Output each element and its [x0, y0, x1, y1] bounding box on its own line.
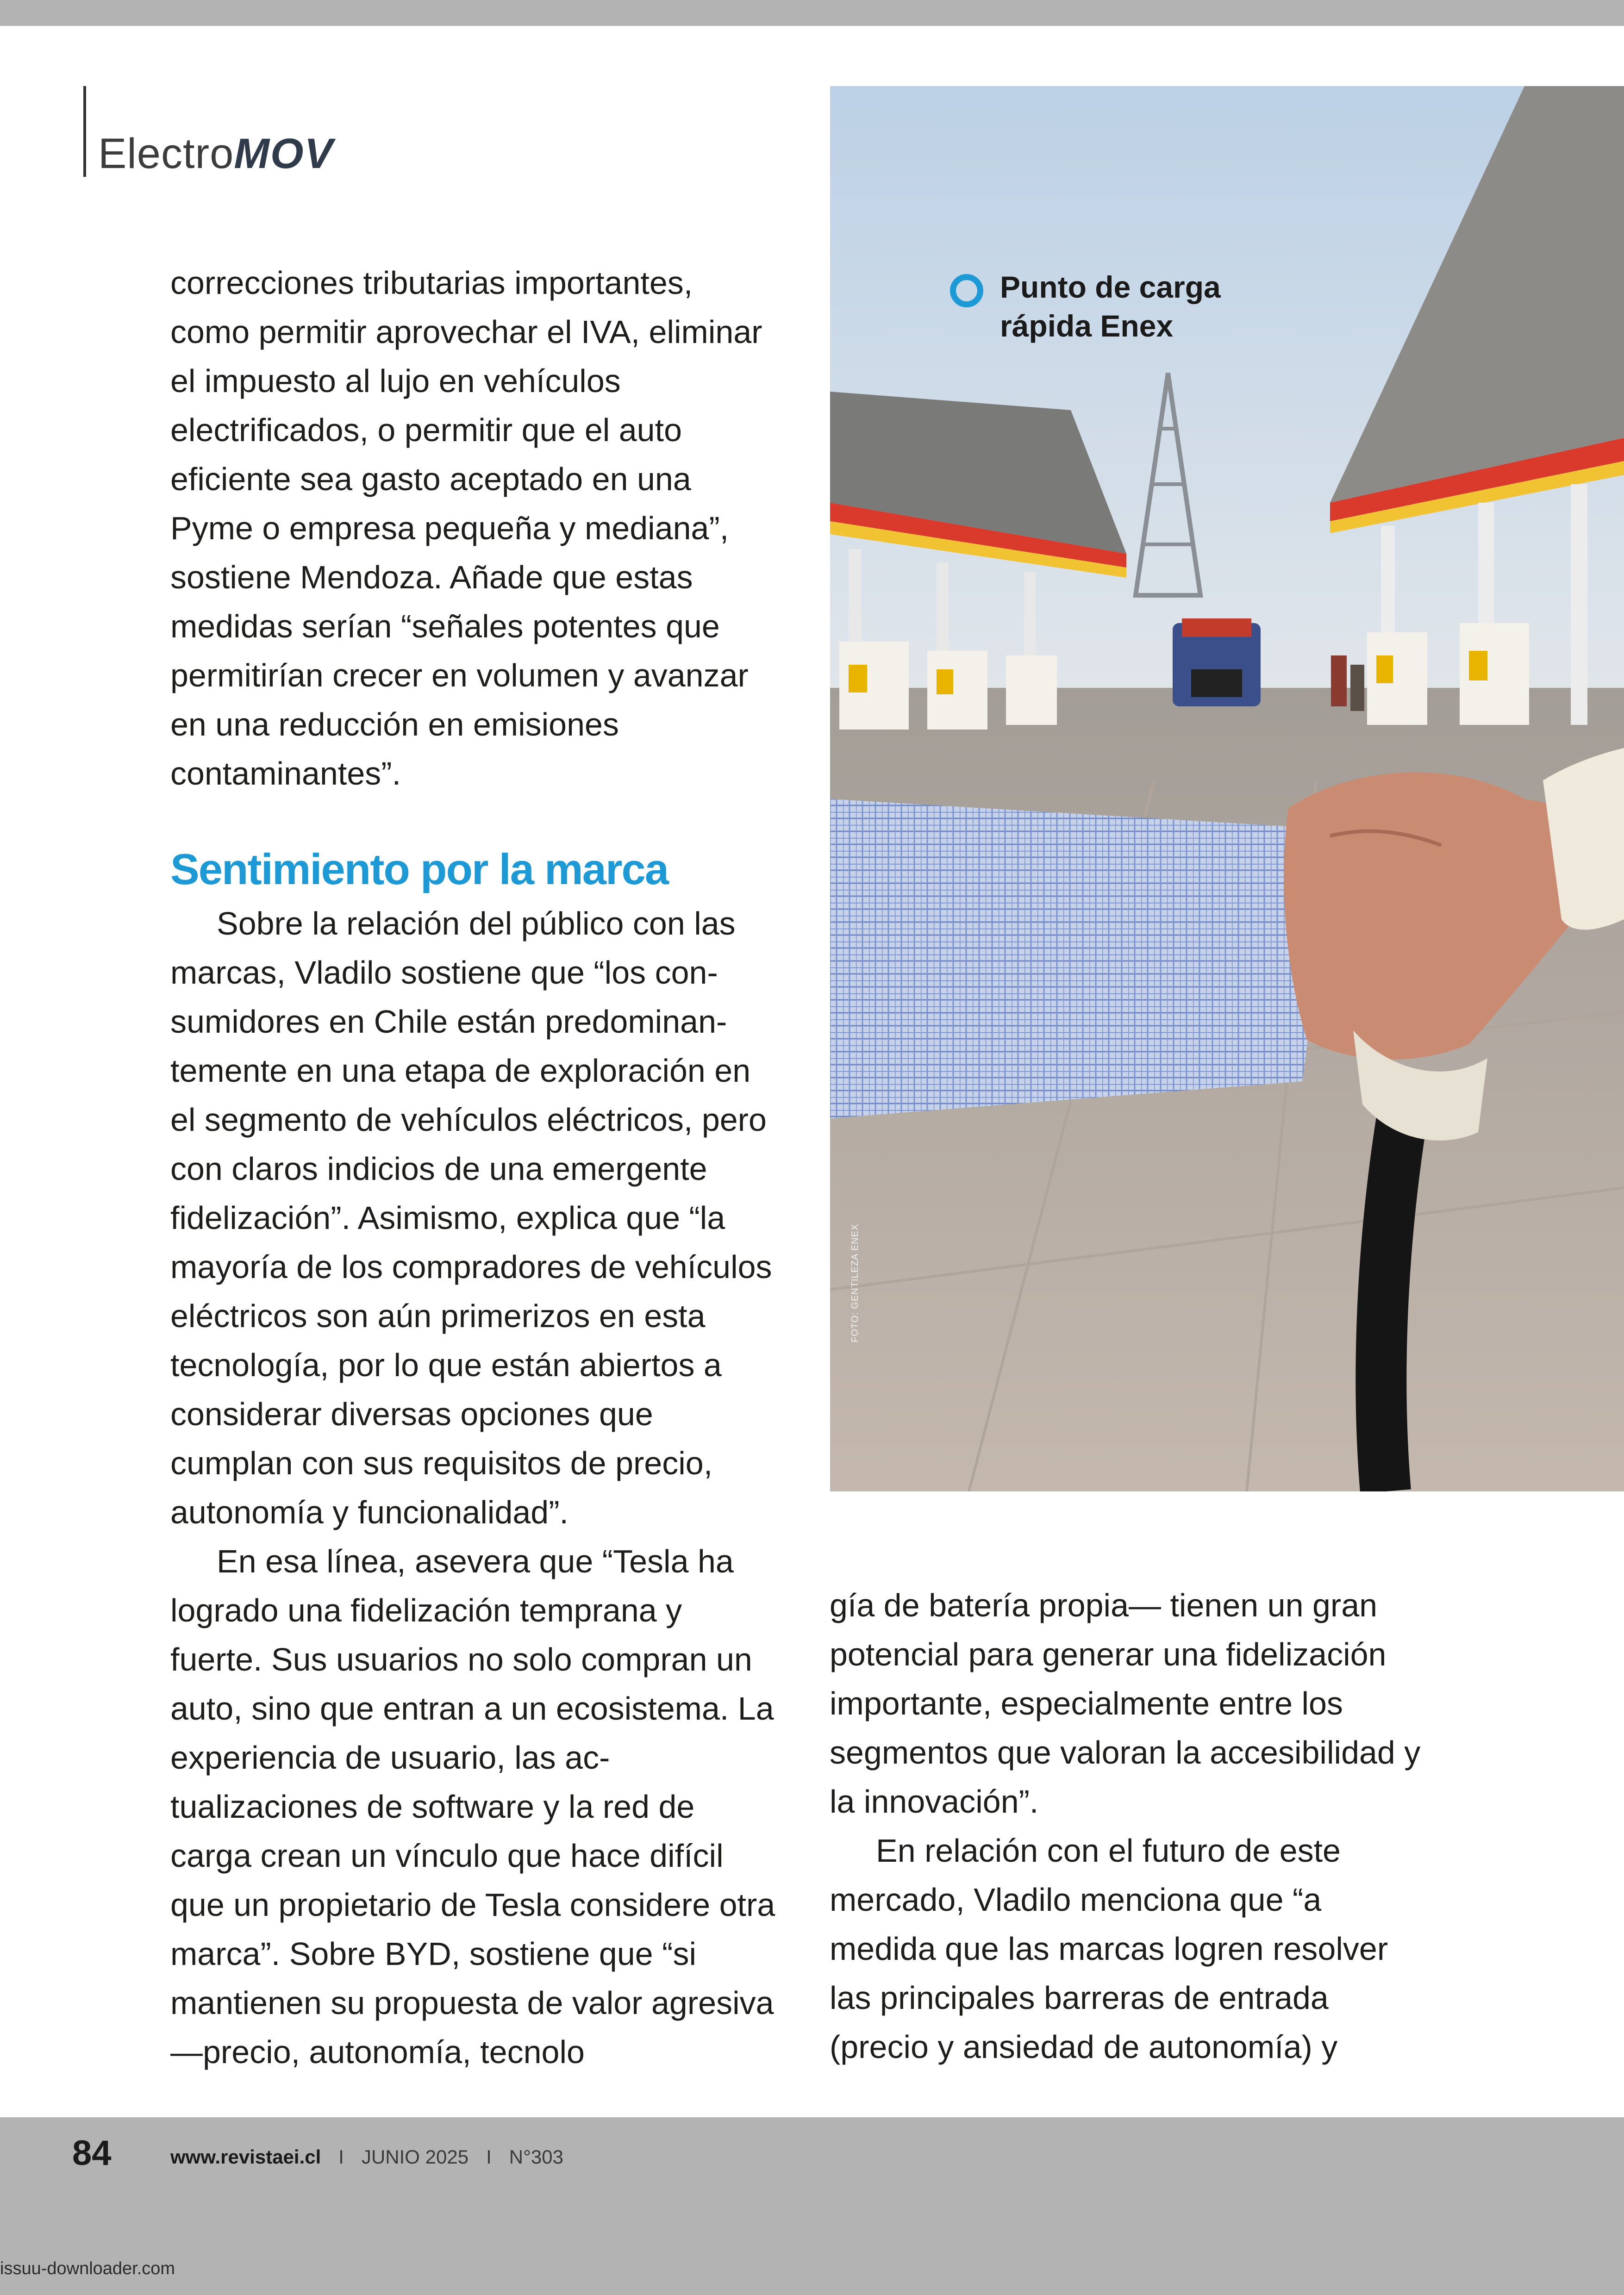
left-column — [170, 258, 777, 2077]
section-label — [98, 131, 334, 177]
left-paragraph-2: Sobre la relación del público con las marcas, Vladilo sostiene que “los consumidores en Chile están predominantemente en una etapa de exploración en el segmento de vehículos eléctricos, pero con claros indicios de una emergente fidelización”. Asimismo, explica que “la mayoría de los compradores de vehículos eléctricos son aún primerizos en esta tecnología, por lo que están abiertos a considerar diversas opciones que cumplan con sus requisitos de precio, autonomía y funcionalidad”. — [170, 905, 772, 1530]
subheading: Sentimiento por la marca — [170, 845, 668, 893]
section-label-light: Electro — [98, 130, 234, 177]
footer-issue-number: N°303 — [509, 2146, 563, 2168]
caption-ring-icon — [950, 274, 983, 307]
top-bar — [0, 0, 1624, 26]
right-column — [830, 1581, 1436, 2071]
footer-separator: I — [338, 2146, 344, 2168]
section-label-bold: MOV — [234, 130, 334, 177]
left-paragraph-3: En esa línea, asevera que “Tesla ha logrado una fidelización temprana y fuerte. Sus usuarios no solo compran un auto, sino que entran a un ecosistema. La experiencia de usuario, las actualizaciones de software y la red de carga crean un vínculo que hace difícil que un propietario de Tesla considere otra marca”. Sobre BYD, sostiene que “si mantienen su propuesta de valor agresiva —precio, autonomía, tecnolo — [170, 1543, 775, 2070]
photo-caption — [950, 268, 1259, 345]
right-paragraph-2: En relación con el futuro de este mercado, Vladilo menciona que “a medida que las marcas logren resolver las principales barreras de entrada (precio y ansiedad de autonomía) y — [830, 1833, 1388, 2065]
footer-info — [170, 2146, 563, 2168]
footer-bar — [0, 2117, 1624, 2295]
section-rule — [83, 86, 86, 177]
footer-website[interactable]: www.revistaei.cl — [170, 2146, 321, 2168]
left-paragraph-1: correcciones tributarias importantes, como permitir aprovechar el IVA, eliminar el impuesto al lujo en vehículos electrificados, o permitir que el auto eficiente sea gasto aceptado en una Pyme o empresa pequeña y mediana”, sostiene Mendoza. Añade que estas medidas serían “señales potentes que permitirían crecer en volumen y avanzar en una reducción en emisiones contaminantes”. — [170, 265, 762, 792]
photo-credit: FOTO: GENTILEZA ENEX — [850, 1223, 860, 1342]
watermark: issuu-downloader.com — [0, 2259, 175, 2278]
page-number: 84 — [72, 2133, 112, 2173]
right-paragraph-1: gía de batería propia— tienen un gran potencial para generar una fidelización importante, especialmente entre los segmentos que valoran la accesibilidad y la innovación”. — [830, 1587, 1421, 1820]
footer-separator-2: I — [486, 2146, 492, 2168]
caption-text: Punto de carga rápida Enex — [1000, 270, 1221, 343]
footer-issue-date: JUNIO 2025 — [361, 2146, 469, 2168]
